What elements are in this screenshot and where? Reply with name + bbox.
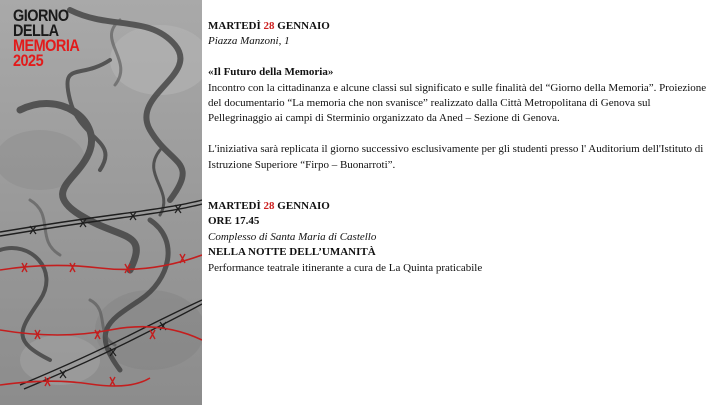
date-month: GENNAIO	[277, 20, 330, 32]
event-date	[208, 19, 713, 34]
event-location: Piazza Manzoni, 1	[208, 35, 290, 48]
date-day: 28	[263, 200, 275, 213]
event-location: Complesso di Santa Maria di Castello	[208, 230, 377, 243]
poster-title-line: DELLA	[13, 21, 59, 40]
poster-image	[0, 0, 202, 405]
event-list	[208, 19, 713, 276]
date-weekday: MARTEDÌ	[208, 20, 261, 32]
event-description: Incontro con la cittadinanza e alcune classi sul significato e sulle finalità del “Giorno della Memoria”. Proiezione del documentario “La memoria che non svanisce” realizzato dalla Città Metropolitana di Genova sul Pellegrinaggio ai campi di Sterminio organizzato da Aned – Sezione di Genova.	[208, 81, 707, 125]
event-description: Performance teatrale itinerante a cura de La Quinta praticabile	[208, 261, 483, 274]
event-date	[208, 199, 713, 214]
event-2	[208, 199, 713, 276]
date-weekday: MARTEDÌ	[208, 200, 261, 213]
date-month: GENNAIO	[277, 200, 330, 213]
poster-title-line: MEMORIA	[13, 36, 80, 55]
date-day: 28	[263, 20, 275, 32]
event-title: «Il Futuro della Memoria»	[208, 66, 334, 79]
poster-title-line: 2025	[13, 51, 44, 70]
event-time: ORE 17.45	[208, 215, 260, 228]
event-note: L'iniziativa sarà replicata il giorno successivo esclusivamente per gli studenti presso l' Auditorium dell'Istituto di Istruzione Superiore “Firpo – Buonarroti”.	[208, 143, 704, 171]
event-1	[208, 19, 713, 173]
poster-title	[13, 8, 79, 68]
event-title: NELLA NOTTE DELL’UMANITÀ	[208, 246, 376, 259]
poster-title-line: GIORNO	[13, 6, 69, 25]
